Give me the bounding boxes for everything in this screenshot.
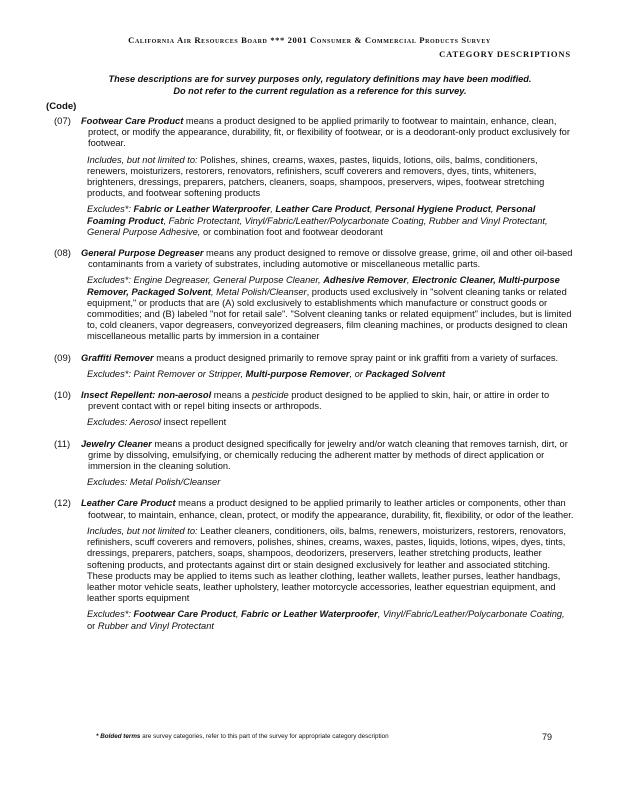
category-note bbox=[54, 526, 574, 604]
category-code: (07) bbox=[54, 116, 71, 127]
text-segment: , products used exclusively in "solvent cleaning tanks or related equipment," or products that are (A) sold exclusively to establishments which manufacture or construct goods or commodities; and (B) labeled "not for retail sale". "Solvent cleaning tanks or related equipment" includes, but is limited to, cold cleaners, vapor degreasers, conveyorized degreasers, film cleaning machines, or products designed to clean miscellaneous metallic parts by immersion in a container bbox=[87, 286, 572, 342]
text-segment: means a product designed to be applied primarily to leather articles or components, other than footwear, to maintain, enhance, clean, protect, or modify the appearance, durability, fit, flexibility, or odor of the leather. bbox=[88, 498, 574, 520]
category-definition bbox=[54, 390, 574, 412]
category-note bbox=[54, 609, 574, 631]
footnote bbox=[96, 733, 389, 740]
text-segment: , bbox=[490, 204, 497, 215]
category-code: (11) bbox=[54, 438, 71, 450]
category-term: Fabric or Leather Waterproofer bbox=[133, 204, 271, 215]
category-list bbox=[54, 116, 574, 642]
text-segment: or combination foot and footwear deodorant bbox=[200, 226, 383, 237]
category-note bbox=[54, 204, 574, 238]
category-term: Multi-purpose Remover bbox=[245, 368, 350, 379]
text-segment: Excludes*: Paint Remover or Stripper, bbox=[87, 368, 246, 379]
category-term: Leather Care Product bbox=[275, 204, 370, 215]
category-term: Footwear Care Product bbox=[133, 609, 236, 620]
section-title: CATEGORY DESCRIPTIONS bbox=[439, 49, 571, 59]
text-segment: means a bbox=[211, 390, 253, 401]
text-segment: , or bbox=[349, 368, 366, 379]
disclaimer-line: These descriptions are for survey purposes only, regulatory definitions may have been modified. bbox=[108, 74, 532, 84]
text-segment: Includes, but not limited to: bbox=[87, 154, 198, 165]
text-segment: Polishes, shines, creams, waxes, pastes, liquids, lotions, oils, balms, conditioners, renewers, moisturizers, restorers, renovators, refinishers, scuff coverers and removers, dyes, tints, whiteners, brighteners, dressings, preparers, patchers, cleaners, soaps, shampoos, preservers, wipes, footwear stretching products, and footwear softening products bbox=[87, 154, 545, 199]
text-segment: , Fabric Protectant, Vinyl/Fabric/Leather/Polycarbonate Coating, Rubber and Vinyl Protectant, General Purpose Adhesive, bbox=[87, 215, 548, 237]
category-code: (12) bbox=[54, 498, 71, 510]
category-code: (08) bbox=[54, 248, 71, 260]
text-segment: , Metal Polish/Cleanser bbox=[211, 286, 307, 297]
category-note bbox=[54, 417, 574, 428]
category-term: Graffiti Remover bbox=[81, 352, 154, 363]
text-segment: means a product designed primarily to remove spray paint or ink graffiti from a variety of surfaces. bbox=[153, 352, 559, 363]
category-note bbox=[54, 275, 574, 342]
category-entry bbox=[54, 116, 574, 238]
category-definition bbox=[54, 116, 574, 150]
text-segment: means any product designed to remove or dissolve grease, grime, oil and other oil-based contaminants from a variety of substrates, including automotive or miscellaneous metallic parts. bbox=[88, 248, 573, 270]
category-definition bbox=[54, 248, 574, 270]
category-term: Electronic Cleaner, Multi-purpose Remover, Packaged Solvent bbox=[87, 275, 560, 297]
text-segment: insect repellent bbox=[161, 417, 227, 428]
category-term: Fabric or Leather Waterproofer bbox=[240, 609, 378, 620]
text-segment: Excludes*: Engine Degreaser, General Purpose Cleaner, bbox=[87, 275, 324, 286]
category-term: Personal Hygiene Product bbox=[375, 204, 491, 215]
disclaimer-line: Do not refer to the current regulation as a reference for this survey. bbox=[173, 85, 467, 96]
category-term: General Purpose Degreaser bbox=[81, 248, 204, 259]
category-entry bbox=[54, 390, 574, 429]
text-segment: Excludes: Metal Polish/Cleanser bbox=[87, 477, 221, 488]
category-entry bbox=[54, 353, 574, 380]
text-segment: Includes, but not limited to: bbox=[87, 525, 198, 536]
category-definition bbox=[54, 439, 574, 473]
category-note bbox=[54, 477, 574, 488]
text-segment: or bbox=[87, 620, 98, 631]
text-segment: Rubber and Vinyl Protectant bbox=[97, 620, 214, 631]
category-entry bbox=[54, 439, 574, 489]
category-term: Footwear Care Product bbox=[81, 116, 184, 126]
category-term: Insect Repellent: non-aerosol bbox=[81, 390, 212, 401]
text-segment: pesticide bbox=[252, 390, 289, 401]
document-header: California Air Resources Board *** 2001 Consumer & Commercial Products Survey bbox=[128, 35, 491, 45]
footnote-bold: * Bolded terms bbox=[96, 733, 141, 740]
category-note bbox=[54, 155, 574, 200]
category-term: Personal Foaming Product bbox=[87, 204, 536, 226]
category-term: Packaged Solvent bbox=[365, 368, 446, 379]
category-code: (09) bbox=[54, 352, 71, 364]
category-definition bbox=[54, 353, 574, 364]
category-entry bbox=[54, 498, 574, 631]
text-segment: , bbox=[406, 275, 413, 286]
category-definition bbox=[54, 498, 574, 520]
footnote-text: are survey categories, refer to this part of the survey for appropriate category description bbox=[140, 733, 389, 740]
category-term: Adhesive Remover bbox=[323, 275, 407, 286]
category-note bbox=[54, 369, 574, 380]
page-number: 79 bbox=[542, 732, 553, 742]
text-segment: , Vinyl/Fabric/Leather/Polycarbonate Coating, bbox=[377, 609, 565, 620]
category-entry bbox=[54, 248, 574, 343]
category-code: (10) bbox=[54, 390, 71, 402]
text-segment: , bbox=[235, 609, 241, 620]
text-segment: , bbox=[369, 204, 376, 215]
text-segment: product designed to be applied to skin, hair, or attire in order to prevent contact with or repel biting insects or arthropods. bbox=[88, 390, 550, 412]
text-segment: , bbox=[270, 204, 276, 215]
text-segment: means a product designed specifically for jewelry and/or watch cleaning that removes tarnish, dirt, or grime by dissolving, emulsifying, or chemically reducing the adherent matter by methods of direct application or immersion in the cleaning solution. bbox=[88, 438, 568, 472]
text-segment: Excludes*: bbox=[87, 204, 134, 215]
code-heading: (Code) bbox=[46, 101, 77, 112]
text-segment: means a product designed to be applied primarily to footwear to maintain, enhance, clean, protect, or modify the appearance, durability, fit, or flexibility of footwear, or is a deodorant-only product exclusively for footwear. bbox=[88, 116, 570, 149]
category-term: Leather Care Product bbox=[81, 498, 176, 509]
text-segment: Excludes*: bbox=[87, 609, 134, 620]
disclaimer bbox=[60, 74, 580, 97]
text-segment: Leather cleaners, conditioners, oils, balms, renewers, moisturizers, restorers, renovators, refinishers, scuff coverers and removers, polishes, shines, creams, waxes, pastes, liquids, lotions, wipes, dyes, tints, dressings, preparers, patchers, soaps, shampoos, deodorizers, preservers, leather stretching products, leather softening products, and protectants against dirt or stain designed exclusively for leather and associated stitching. These products may be applied to items such as leather clothing, leather wallets, leather purses, leather handbags, leather motor vehicle seats, leather upholstery, leather motorcycle accessories, leather equestrian equipment, and leather sports equipment bbox=[87, 525, 567, 604]
text-segment: Excludes: Aerosol bbox=[87, 417, 162, 428]
category-term: Jewelry Cleaner bbox=[81, 438, 152, 449]
